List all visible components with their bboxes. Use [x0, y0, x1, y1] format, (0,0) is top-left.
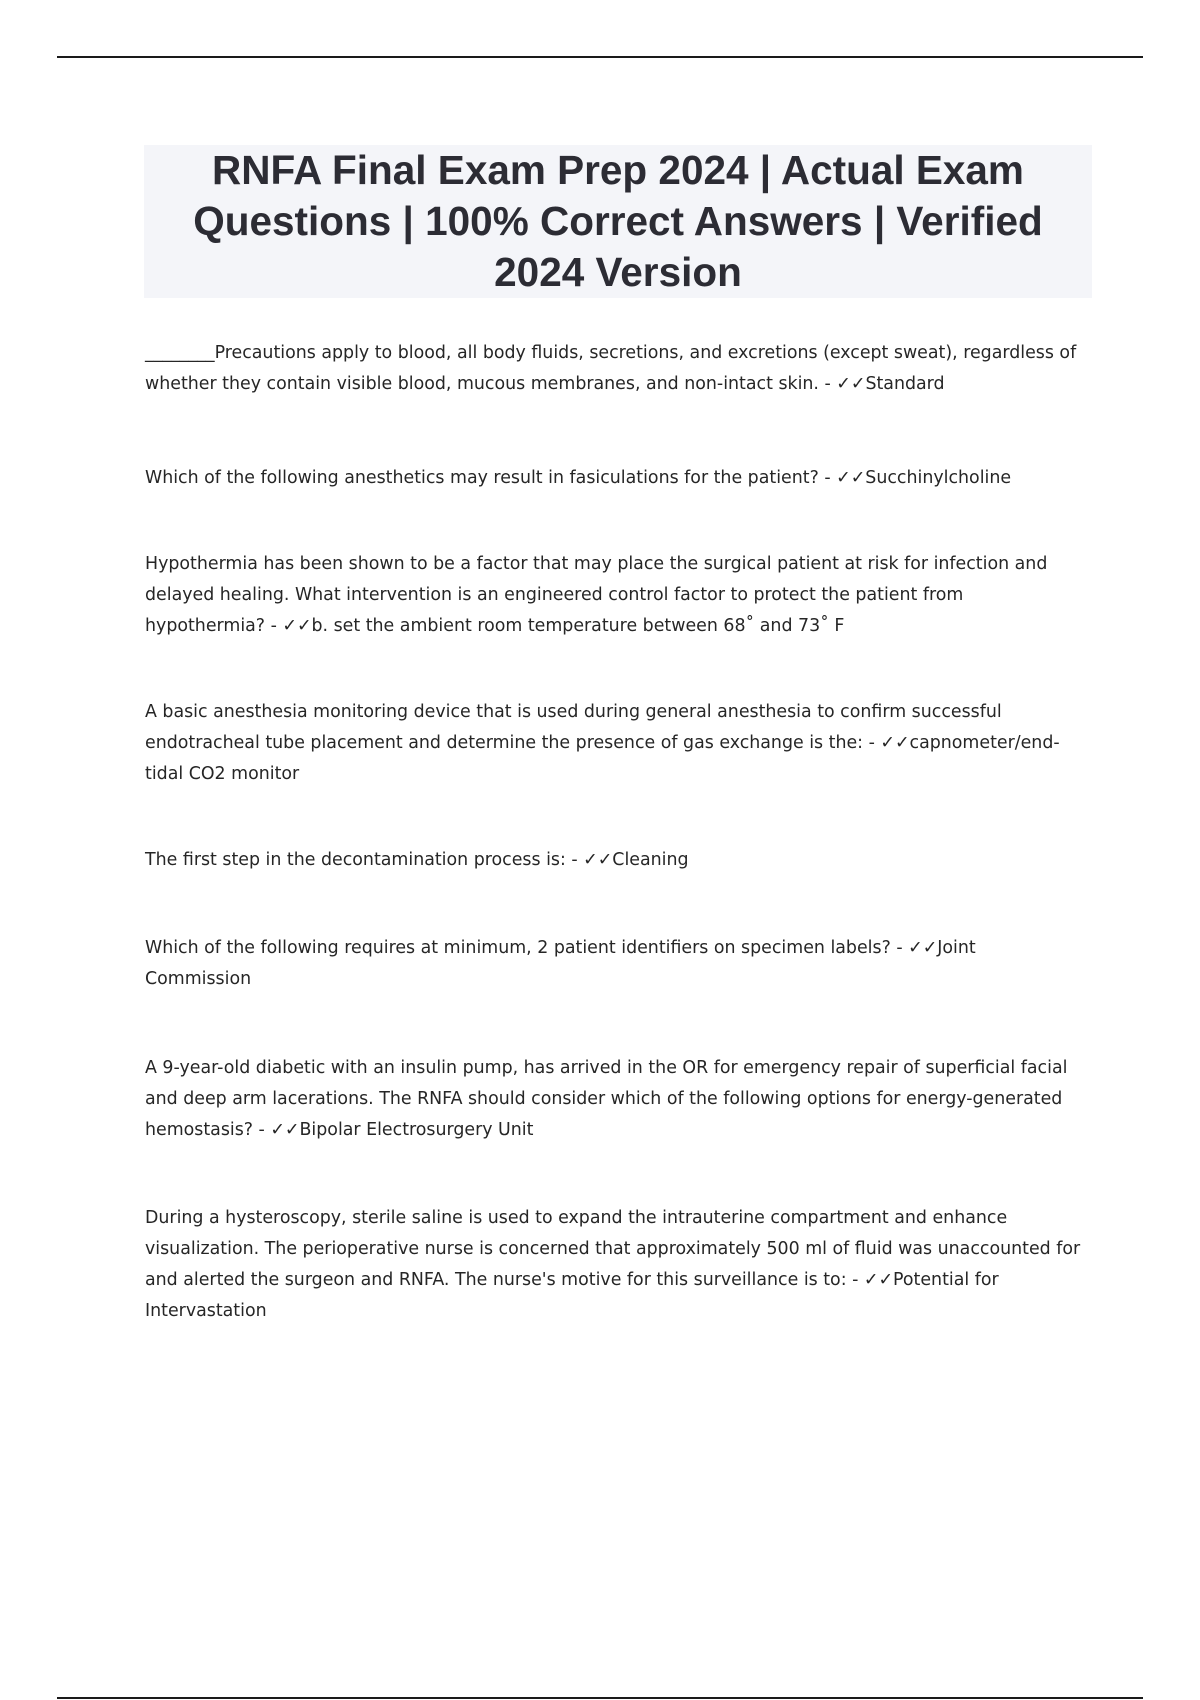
qa-list: [145, 338, 1085, 1327]
qa-item-2: [145, 463, 1085, 494]
question-text: The first step in the decontamination process is: -: [145, 850, 584, 870]
qa-item-7: [145, 1053, 1085, 1146]
qa-item-8: [145, 1203, 1085, 1327]
question-text: Which of the following requires at minimum, 2 patient identifiers on specimen labels? -: [145, 938, 909, 958]
qa-item-3: [145, 549, 1085, 642]
qa-item-1: [145, 338, 1085, 400]
answer-text: ✓✓Succhinylcholine: [836, 468, 1012, 488]
question-text: During a hysteroscopy, sterile saline is used to expand the intrauterine compartment and enhance visualization. The perioperative nurse is concerned that approximately 500 ml of fluid was unaccounted for and alerted the surgeon and RNFA. The nurse's motive for this surveillance is to: -: [145, 1208, 1081, 1290]
question-text: A basic anesthesia monitoring device that is used during general anesthesia to confirm successful endotracheal tube placement and determine the presence of gas exchange is the: -: [145, 702, 1002, 753]
question-text: Hypothermia has been shown to be a factor that may place the surgical patient at risk for infection and delayed healing. What intervention is an engineered control factor to protect the patient from hypothermia? -: [145, 554, 1048, 636]
answer-text: ✓✓b. set the ambient room temperature between 68˚ and 73˚ F: [282, 616, 845, 636]
answer-text: ✓✓Joint Commission: [145, 938, 976, 989]
question-text: A 9-year-old diabetic with an insulin pump, has arrived in the OR for emergency repair of superficial facial and deep arm lacerations. The RNFA should consider which of the following options for energy-generated hemostasis? -: [145, 1058, 1068, 1140]
qa-item-6: [145, 933, 1085, 995]
answer-text: ✓✓Potential for Intervastation: [145, 1270, 999, 1321]
question-text: Which of the following anesthetics may result in fasiculations for the patient? -: [145, 468, 837, 488]
qa-item-5: [145, 845, 1085, 876]
bottom-rule: [57, 1697, 1143, 1699]
answer-text: ✓✓Standard: [836, 374, 945, 394]
question-text: ________Precautions apply to blood, all body fluids, secretions, and excretions (except sweat), regardless of whether they contain visible blood, mucous membranes, and non-intact skin. -: [145, 343, 1077, 394]
answer-text: ✓✓Cleaning: [583, 850, 689, 870]
answer-text: ✓✓capnometer/end-tidal CO2 monitor: [145, 733, 1060, 784]
title-banner: [144, 145, 1092, 298]
qa-item-4: [145, 697, 1085, 790]
top-rule: [57, 56, 1143, 58]
answer-text: ✓✓Bipolar Electrosurgery Unit: [270, 1120, 534, 1140]
document-title: RNFA Final Exam Prep 2024 | Actual Exam Questions | 100% Correct Answers | Verified 2024 Version: [193, 147, 1043, 295]
